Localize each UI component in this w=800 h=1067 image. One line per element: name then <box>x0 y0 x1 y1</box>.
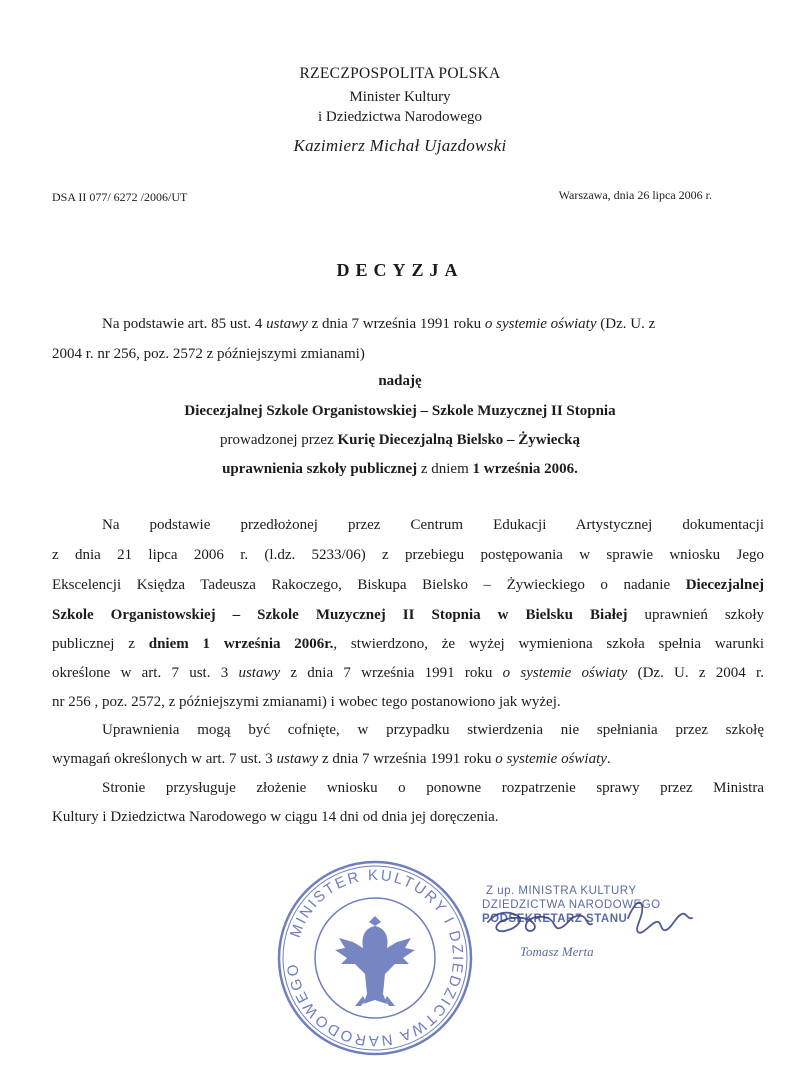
text: z dniem <box>417 461 473 477</box>
text: (Dz. U. z 2004 r. <box>627 665 764 681</box>
text: określone w art. 7 ust. 3 <box>52 665 239 681</box>
text: wymagań określonych w art. 7 ust. 3 <box>52 751 277 767</box>
para2-line1: Na podstawie przedłożonej przez Centrum Edukacji Artystycznej dokumentacji <box>102 517 764 533</box>
header-minister-line2: i Dziedzictwa Narodowego <box>317 109 483 125</box>
text-bold: Diecezjalnej <box>685 577 764 593</box>
para4-line1: Stronie przysługuje złożenie wniosku o ponowne rozpatrzenie sprawy przez Ministra <box>102 780 764 796</box>
text-italic: ustawy <box>238 665 281 681</box>
header-minister-line1: Minister Kultury <box>349 89 451 105</box>
para2-line5 <box>52 636 764 653</box>
para1-line1 <box>102 316 764 333</box>
text: (Dz. U. z <box>596 316 656 332</box>
para2-line3 <box>52 577 764 594</box>
para2-line6 <box>52 665 764 682</box>
text-bold: Kurię Diecezjalną Bielsko – Żywiecką <box>337 432 580 448</box>
para4-line2: Kultury i Dziedzictwa Narodowego w ciągu 14 dni od dnia jej doręczenia. <box>52 809 499 825</box>
header-country: RZECZPOSPOLITA POLSKA <box>299 65 501 82</box>
signature-line1: Z up. MINISTRA KULTURY <box>486 885 637 897</box>
official-stamp <box>275 858 475 1058</box>
text: z dnia 7 września 1991 roku <box>318 751 496 767</box>
text: . <box>606 751 611 767</box>
signature-line2: DZIEDZICTWA NARODOWEGO <box>482 899 661 911</box>
para3-line1: Uprawnienia mogą być cofnięte, w przypadku stwierdzenia nie spełniania przez szkołę <box>102 722 764 738</box>
stamp-ring-text: MINISTER KULTURY I DZIEDZICTWA NARODOWEGO <box>283 866 467 1050</box>
para1-line2: 2004 r. nr 256, poz. 2572 z późniejszymi zmianami) <box>52 346 365 362</box>
text: z dnia 7 września 1991 roku <box>307 316 485 332</box>
text: Ekscelencji Księdza Tadeusza Rakoczego, Biskupa Bielsko – Żywieckiego o nadanie <box>52 577 686 593</box>
text: z dnia 7 września 1991 roku <box>280 665 503 681</box>
document-title: DECYZJA <box>336 260 464 280</box>
handwritten-signature-icon <box>478 882 718 972</box>
text-bold: Szkole Organistowskiej – Szkole Muzycznej II Stopnia w Bielsku Białej <box>52 607 628 623</box>
signatory-name: Tomasz Merta <box>520 944 594 959</box>
text: , stwierdzono, że wyżej wymieniona szkoła spełnia warunki <box>333 636 764 652</box>
eagle-emblem-icon <box>335 916 415 1006</box>
text: publicznej z <box>52 636 149 652</box>
text-bold: 1 września 2006. <box>472 461 578 477</box>
text-bold: dniem 1 września 2006r. <box>148 636 334 652</box>
grant-rights <box>0 461 800 478</box>
grant-verb: nadaję <box>378 373 422 389</box>
para2-line7: nr 256 , poz. 2572, z późniejszymi zmianami) i wobec tego postanowiono jak wyżej. <box>52 694 561 710</box>
text: Na podstawie art. 85 ust. 4 <box>102 316 267 332</box>
para3-line2 <box>52 751 764 768</box>
text-italic: ustawy <box>266 316 308 332</box>
text: uprawnień szkoły <box>627 607 764 623</box>
para2-line4 <box>52 607 764 624</box>
place-date: Warszawa, dnia 26 lipca 2006 r. <box>558 188 712 202</box>
text-bold: uprawnienia szkoły publicznej <box>222 461 418 477</box>
text-italic: o systemie oświaty <box>495 751 607 767</box>
reference-number: DSA II 077/ 6272 /2006/UT <box>52 190 188 204</box>
para2-line2: z dnia 21 lipca 2006 r. (l.dz. 5233/06) z przebiegu postępowania w sprawie wniosku Jego <box>52 547 764 563</box>
text: prowadzonej przez <box>220 432 338 448</box>
header-minister-name: Kazimierz Michał Ujazdowski <box>293 136 507 155</box>
grant-school: Diecezjalnej Szkole Organistowskiej – Szkole Muzycznej II Stopnia <box>184 403 616 419</box>
grant-run-by <box>0 432 800 449</box>
text-italic: ustawy <box>276 751 319 767</box>
text-italic: o systemie oświaty <box>484 316 597 332</box>
signature-line3: PODSEKRETARZ STANU <box>482 913 628 925</box>
text-italic: o systemie oświaty <box>502 665 628 681</box>
